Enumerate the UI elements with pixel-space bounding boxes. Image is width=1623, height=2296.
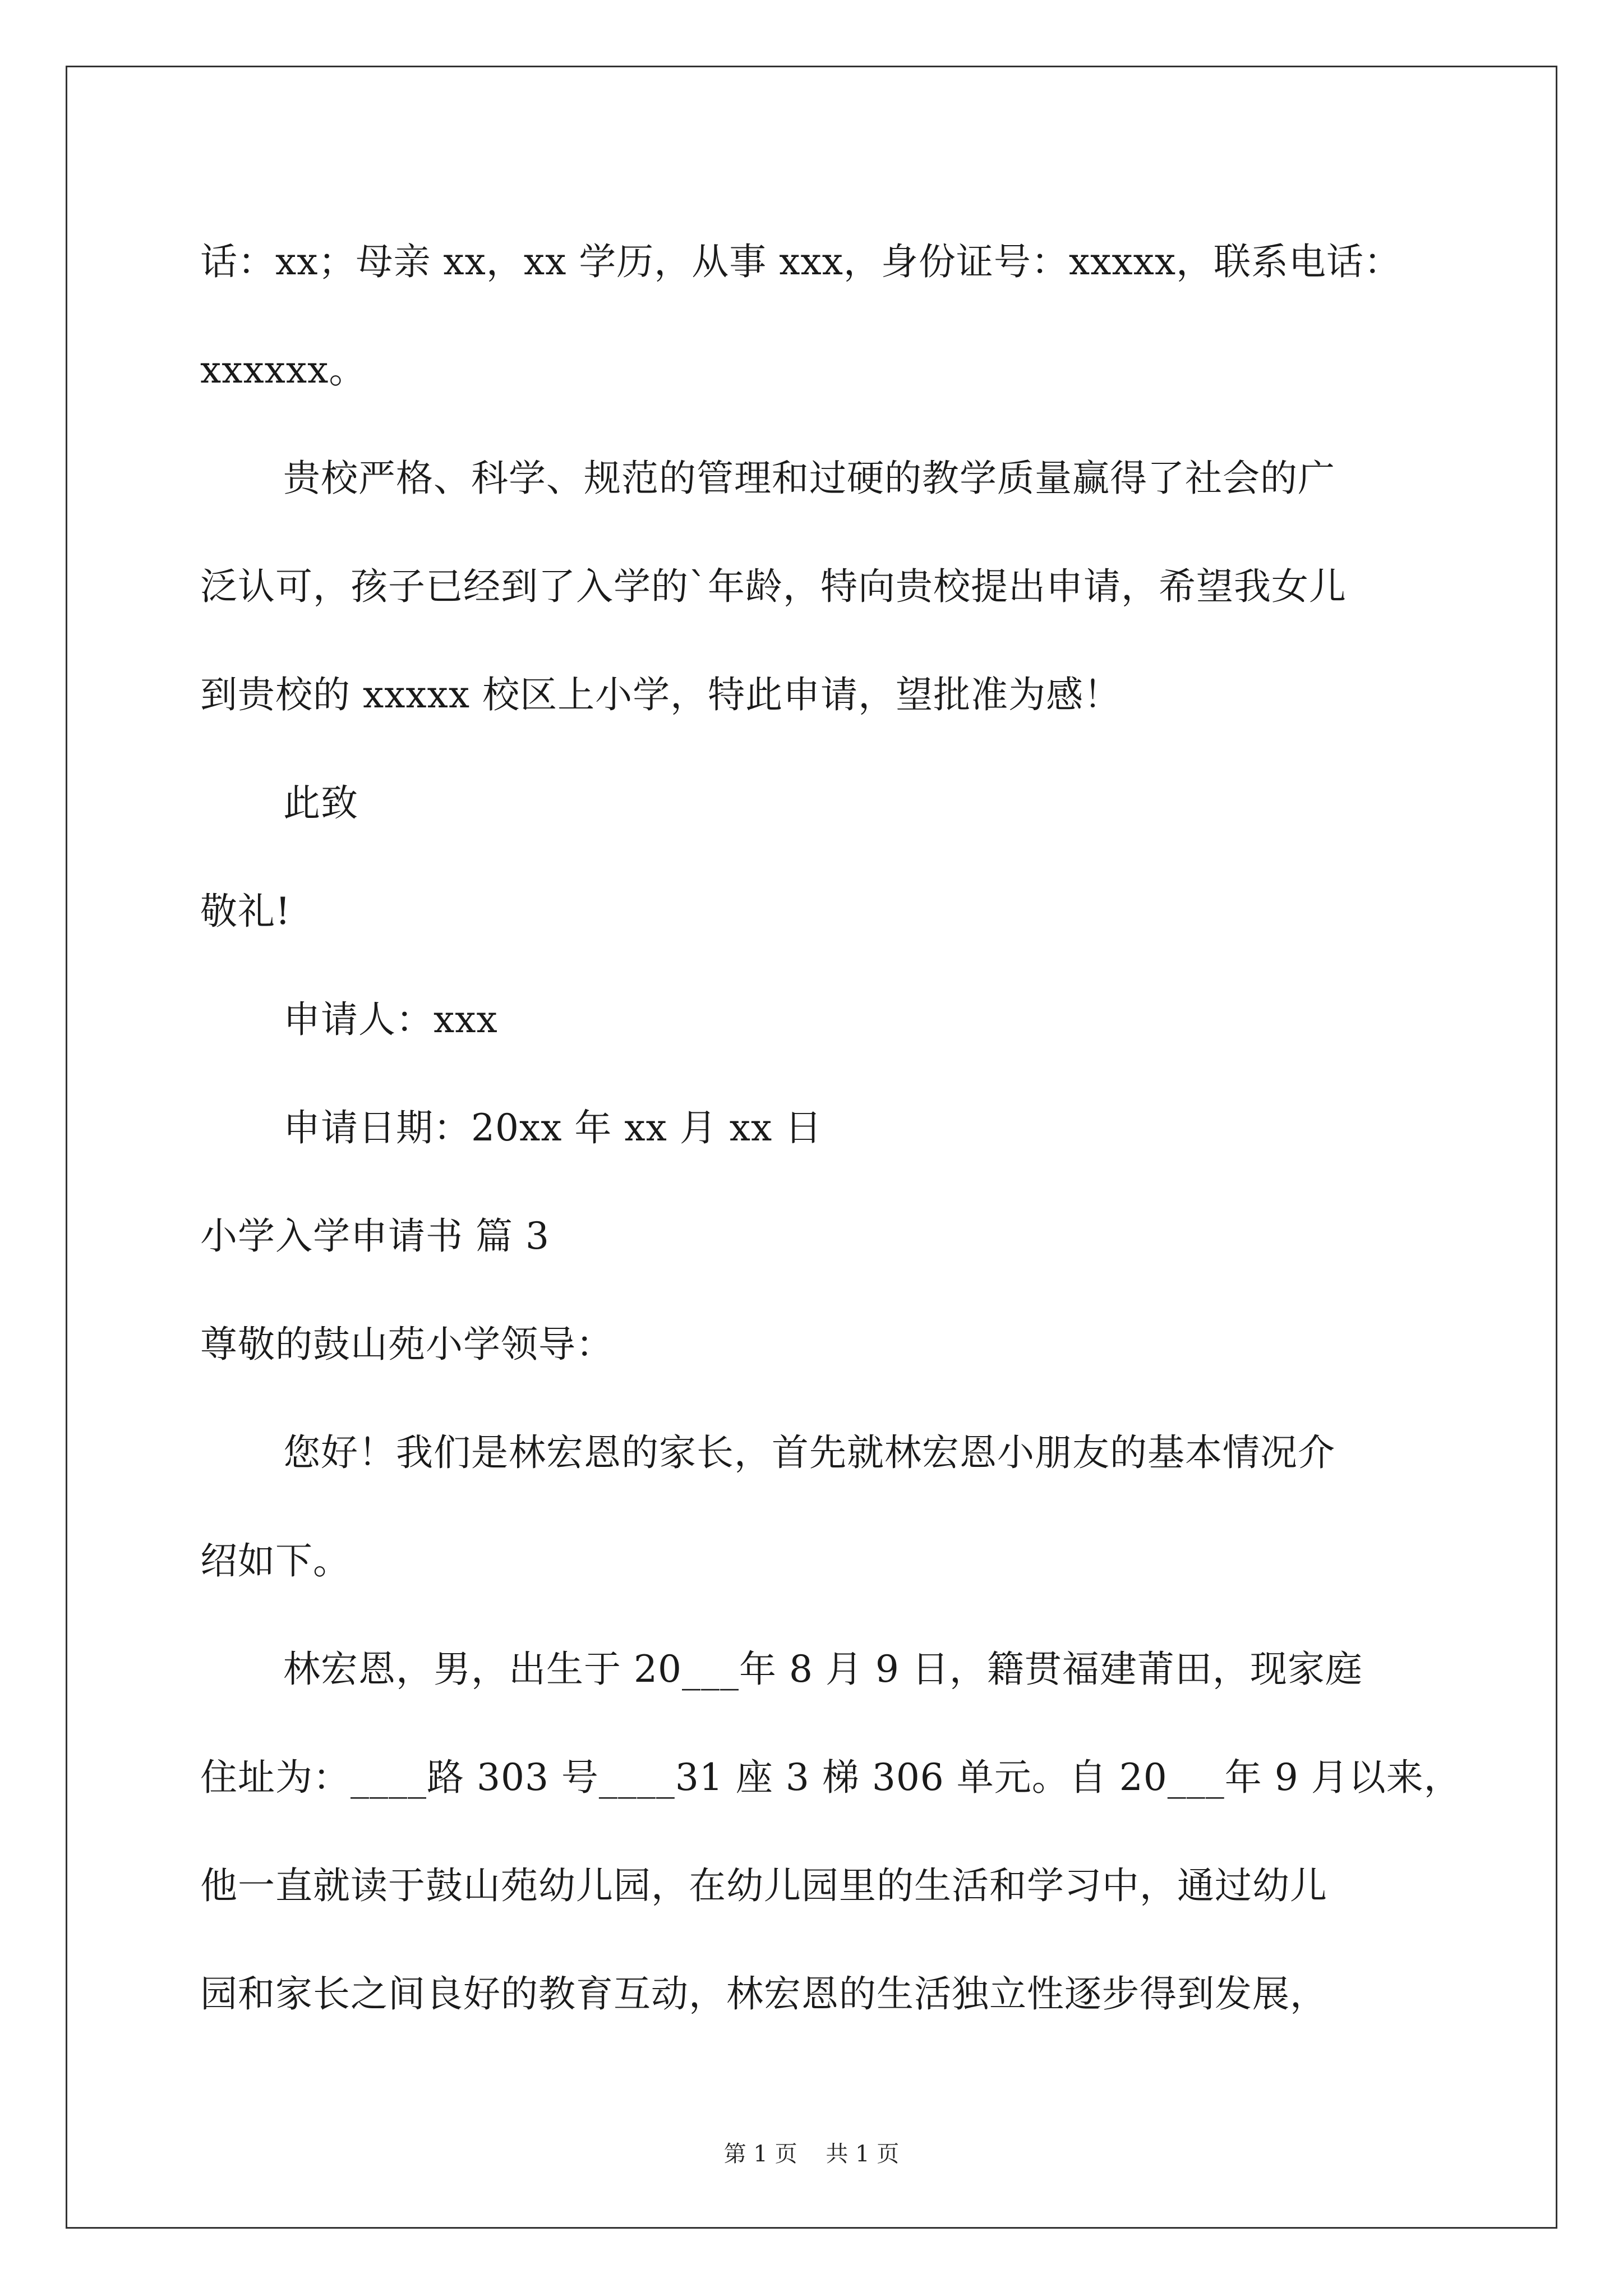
document-body (200, 208, 1468, 2048)
closing-regards: 敬礼! (200, 889, 291, 933)
text-line: 到贵校的 xxxxx 校区上小学，特此申请，望批准为感！ (200, 673, 1122, 716)
text-line: 话：xx；母亲 xx，xx 学历，从事 xxx，身份证号：xxxxx，联系电话： (200, 240, 1402, 283)
paragraph-start: 您好！我们是林宏恩的家长，首先就林宏恩小朋友的基本情况介 (283, 1430, 1335, 1474)
letter-greeting: 尊敬的鼓山苑小学领导： (200, 1322, 614, 1366)
text-line: 绍如下。 (200, 1539, 351, 1582)
text-line: 园和家长之间良好的教育互动，林宏恩的生活独立性逐步得到发展， (200, 1972, 1327, 2016)
page-number-footer: 第 1 页 共 1 页 (723, 2141, 900, 2167)
paragraph-start: 贵校严格、科学、规范的管理和过硬的教学质量赢得了社会的广 (283, 456, 1335, 500)
text-line: xxxxxx。 (200, 348, 367, 392)
paragraph-start: 林宏恩，男，出生于 20___年 8 月 9 日，籍贯福建莆田，现家庭 (283, 1647, 1363, 1691)
text-line: 住址为：____路 303 号____31 座 3 梯 306 单元。自 20___年 9 月以来， (200, 1755, 1461, 1799)
text-line: 泛认可，孩子已经到了入学的`年龄，特向贵校提出申请，希望我女儿 (200, 564, 1347, 608)
text-line: 他一直就读于鼓山苑幼儿园，在幼儿园里的生活和学习中，通过幼儿 (200, 1864, 1327, 1907)
application-date: 申请日期：20xx 年 xx 月 xx 日 (283, 1106, 823, 1149)
closing-salutation: 此致 (283, 781, 358, 825)
applicant-signature: 申请人：xxx (283, 997, 498, 1041)
section-title: 小学入学申请书 篇 3 (200, 1214, 550, 1258)
